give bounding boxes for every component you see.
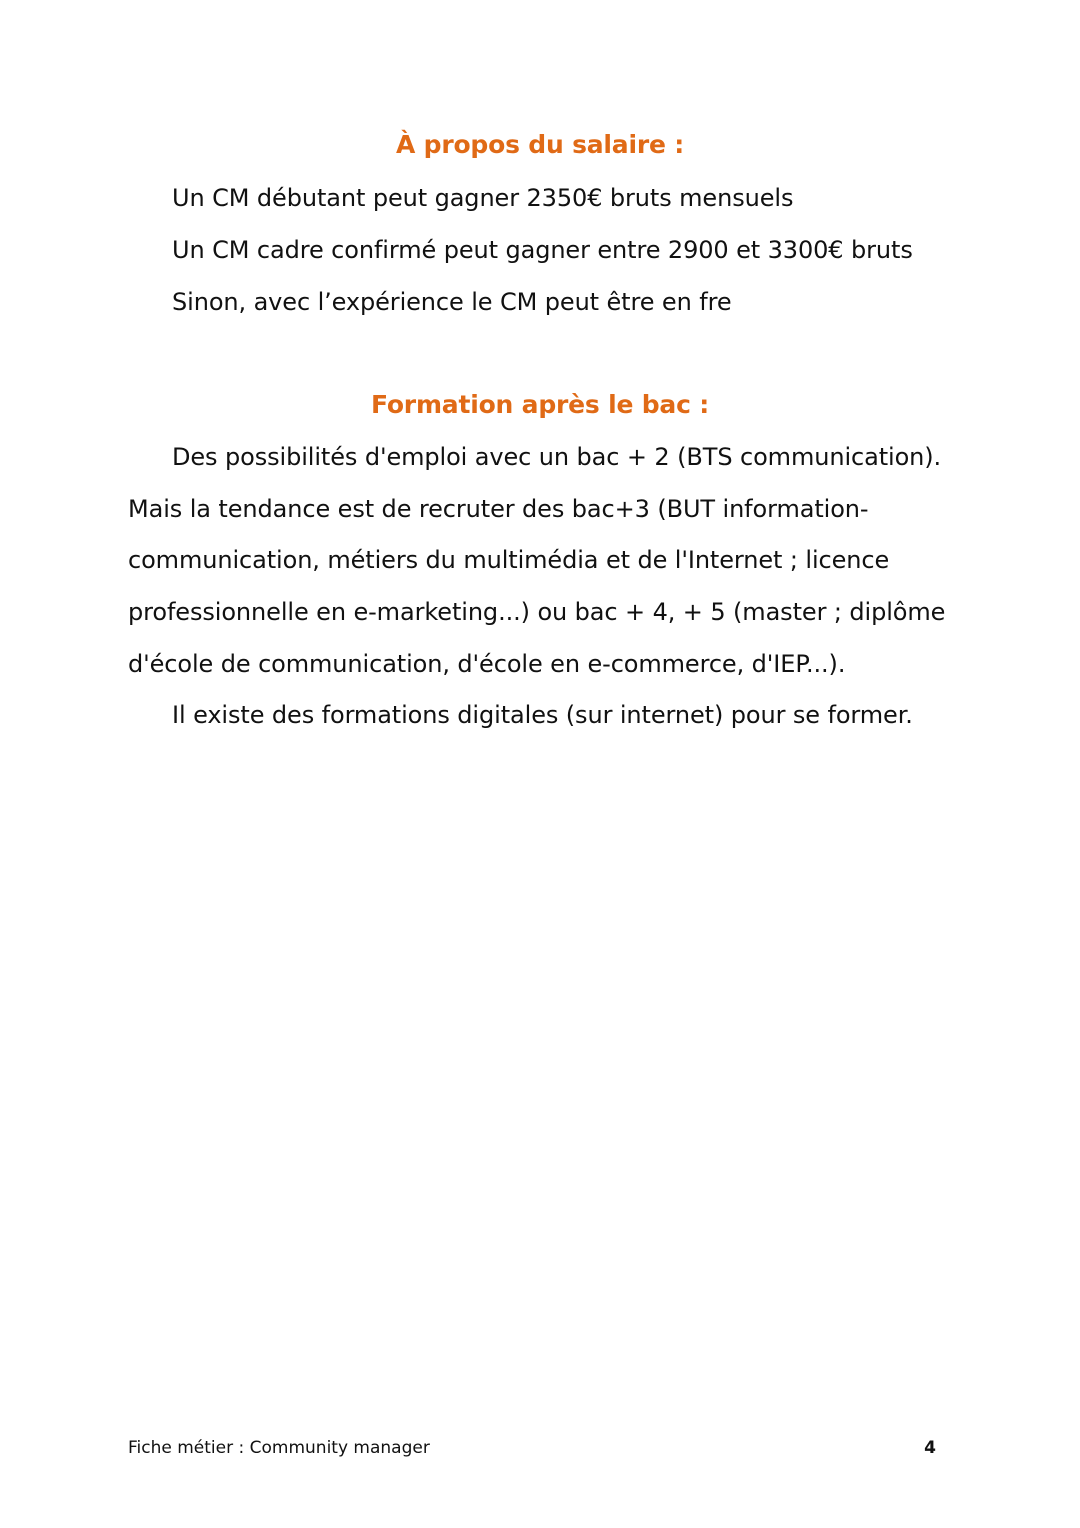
salary-line-2: Un CM cadre confirmé peut gagner entre 2900 et 3300€ bruts <box>172 236 913 264</box>
training-line-6: Il existe des formations digitales (sur internet) pour se former. <box>172 701 913 729</box>
training-line-2: Mais la tendance est de recruter des bac+3 (BUT information- <box>128 495 869 523</box>
salary-line-3: Sinon, avec l’expérience le CM peut être en fre <box>172 288 732 316</box>
page-number: 4 <box>924 1438 936 1458</box>
training-heading: Formation après le bac : <box>370 390 710 419</box>
training-line-5: d'école de communication, d'école en e-commerce, d'IEP...). <box>128 650 846 678</box>
footer-title: Fiche métier : Community manager <box>128 1438 430 1458</box>
training-line-4: professionnelle en e-marketing...) ou bac + 4, + 5 (master ; diplôme <box>128 598 946 626</box>
training-line-3: communication, métiers du multimédia et de l'Internet ; licence <box>128 546 890 574</box>
salary-heading: À propos du salaire : <box>395 130 685 159</box>
training-line-1: Des possibilités d'emploi avec un bac + 2 (BTS communication). <box>172 443 942 471</box>
salary-line-1: Un CM débutant peut gagner 2350€ bruts mensuels <box>172 184 794 212</box>
